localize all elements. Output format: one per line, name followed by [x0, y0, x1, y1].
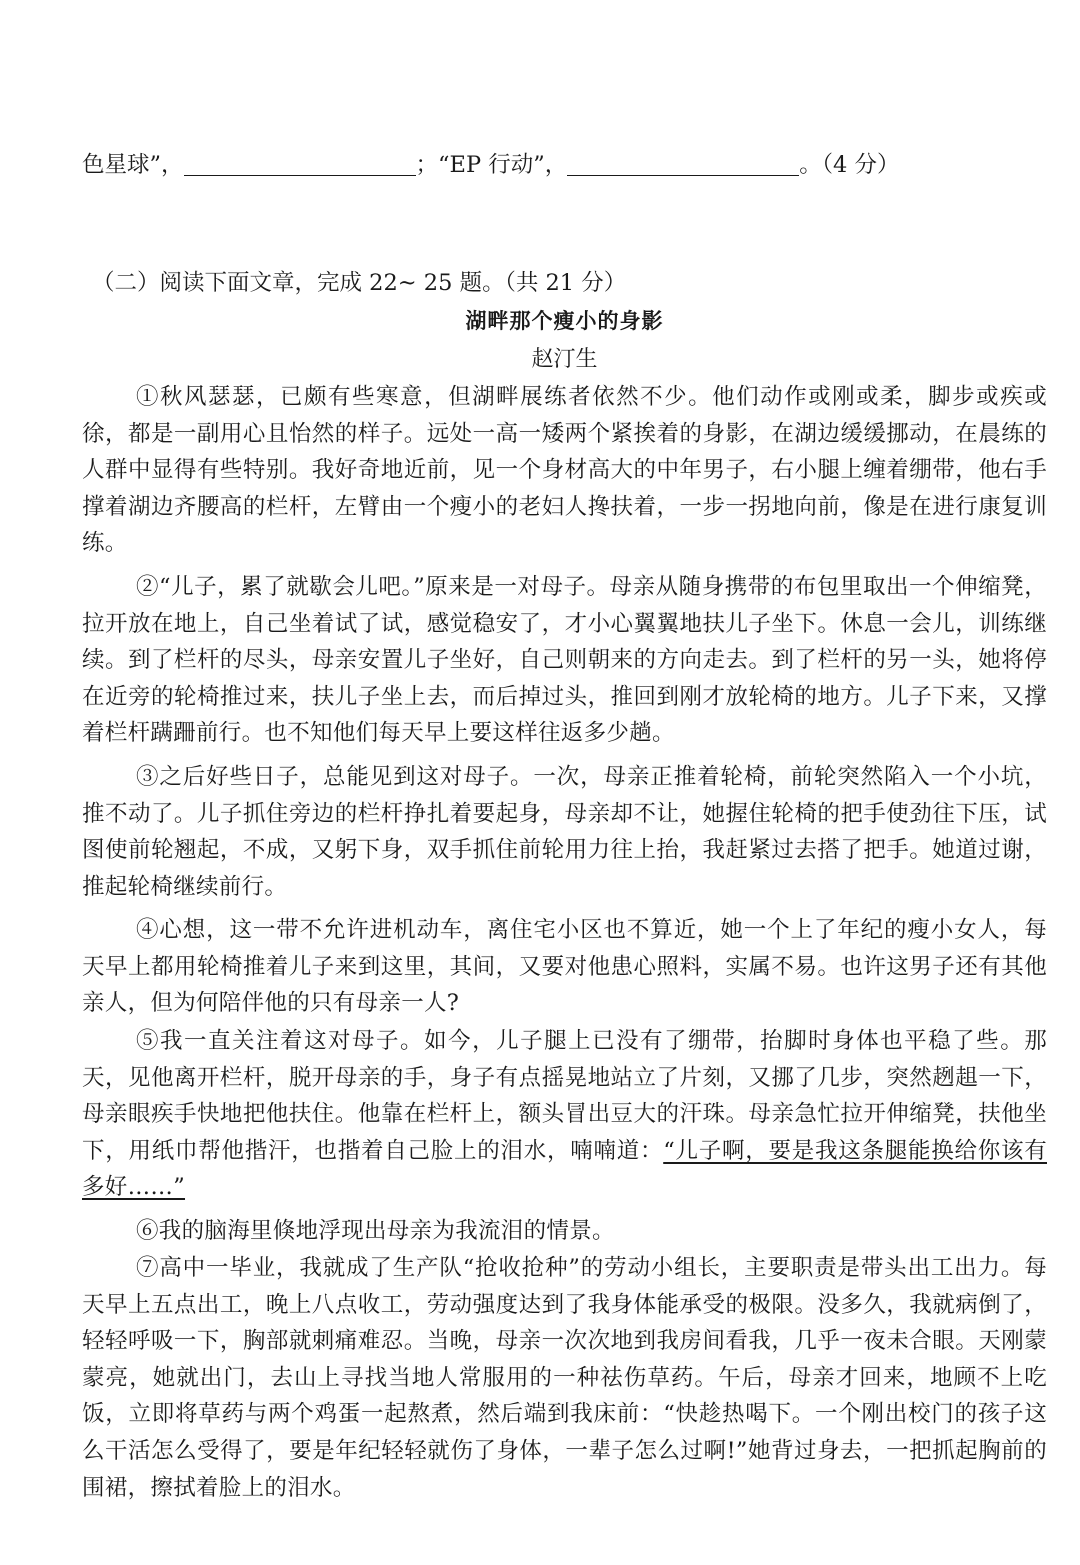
paragraph-4: ④心想，这一带不允许进机动车，离住宅小区也不算近，她一个上了年纪的瘦小女人，每天早上都用轮椅推着儿子来到这里，其间，又要对他患心照料，实属不易。也许这男子还有其他亲人，但为何陪伴他的只有母亲一人?	[82, 917, 1047, 1017]
paragraph-5-text: ⑤我一直关注着这对母子。如今，儿子腿上已没有了绷带，抬脚时身体也平稳了些。那天，见他离开栏杆，脱开母亲的手，身子有点摇晃地站立了片刻，又挪了几步，突然趔趄一下，母亲眼疾手快地把他扶住。他靠在栏杆上，额头冒出豆大的汗珠。母亲急忙拉开伸缩凳，扶他坐下，用纸巾帮他揩汗，也揩着自己脸上的泪水，喃喃道：	[82, 1028, 1047, 1164]
article-title: 湖畔那个瘦小的身影	[465, 309, 664, 333]
underlined-quote: “儿子啊，要是我这条腿能换给你该有多好……”	[82, 1137, 1047, 1201]
answer-blank-2[interactable]	[567, 153, 799, 176]
section-heading: （二）阅读下面文章，完成 22~ 25 题。（共 21 分）	[92, 270, 627, 296]
paragraph-1: ①秋风瑟瑟，已颇有些寒意，但湖畔展练者依然不少。他们动作或刚或柔，脚步或疾或徐，都是一副用心且怡然的样子。远处一高一矮两个紧挨着的身影，在湖边缓缓挪动，在晨练的人群中显得有些特别。我好奇地近前，见一个身材高大的中年男子，右小腿上缠着绷带，他右手撑着湖边齐腰高的栏杆，左臂由一个瘦小的老妇人搀扶着，一步一拐地向前，像是在进行康复训练。	[82, 384, 1047, 557]
paragraph-3: ③之后好些日子，总能见到这对母子。一次，母亲正推着轮椅，前轮突然陷入一个小坑，推不动了。儿子抓住旁边的栏杆挣扎着要起身，母亲却不让，她握住轮椅的把手使劲往下压，试图使前轮翘起，不成，又躬下身，双手抓住前轮用力往上抬，我赶紧过去搭了把手。她道过谢，推起轮椅继续前行。	[82, 764, 1047, 900]
paragraph-5	[82, 1023, 1047, 1206]
answer-prompt-2: ；“EP 行动”，	[415, 152, 568, 178]
score-note: 。（4 分）	[799, 152, 900, 178]
answer-prompt-1: 色星球”，	[82, 152, 184, 178]
paragraph-6: ⑥我的脑海里倏地浮现出母亲为我流泪的情景。	[136, 1218, 615, 1244]
article-author: 赵汀生	[531, 347, 598, 372]
answer-blank-1[interactable]	[184, 153, 416, 176]
paragraph-7: ⑦高中一毕业，我就成了生产队“抢收抢种”的劳动小组长，主要职责是带头出工出力。每天早上五点出工，晚上八点收工，劳动强度达到了我身体能承受的极限。没多久，我就病倒了，轻轻呼吸一下，胸部就刺痛难忍。当晚，母亲一次次地到我房间看我，几乎一夜未合眼。天刚蒙蒙亮，她就出门，去山上寻找当地人常服用的一种祛伤草药。午后，母亲才回来，地顾不上吃饭，立即将草药与两个鸡蛋一起熬煮，然后端到我床前：“快趁热喝下。一个刚出校门的孩子这么干活怎么受得了，要是年纪轻轻就伤了身体，一辈子怎么过啊!”她背过身去，一把抓起胸前的围裙，擦拭着脸上的泪水。	[82, 1255, 1047, 1501]
paragraph-2: ②“儿子，累了就歇会儿吧。”原来是一对母子。母亲从随身携带的布包里取出一个伸缩凳，拉开放在地上，自己坐着试了试，感觉稳安了，才小心翼翼地扶儿子坐下。休息一会儿，训练继续。到了栏杆的尽头，母亲安置儿子坐好，自己则朝来的方向走去。到了栏杆的另一头，她将停在近旁的轮椅推过来，扶儿子坐上去，而后掉过头，推回到刚才放轮椅的地方。儿子下来，又撑着栏杆蹒跚前行。也不知他们每天早上要这样往返多少趟。	[82, 574, 1047, 747]
previous-question-tail	[82, 150, 899, 180]
